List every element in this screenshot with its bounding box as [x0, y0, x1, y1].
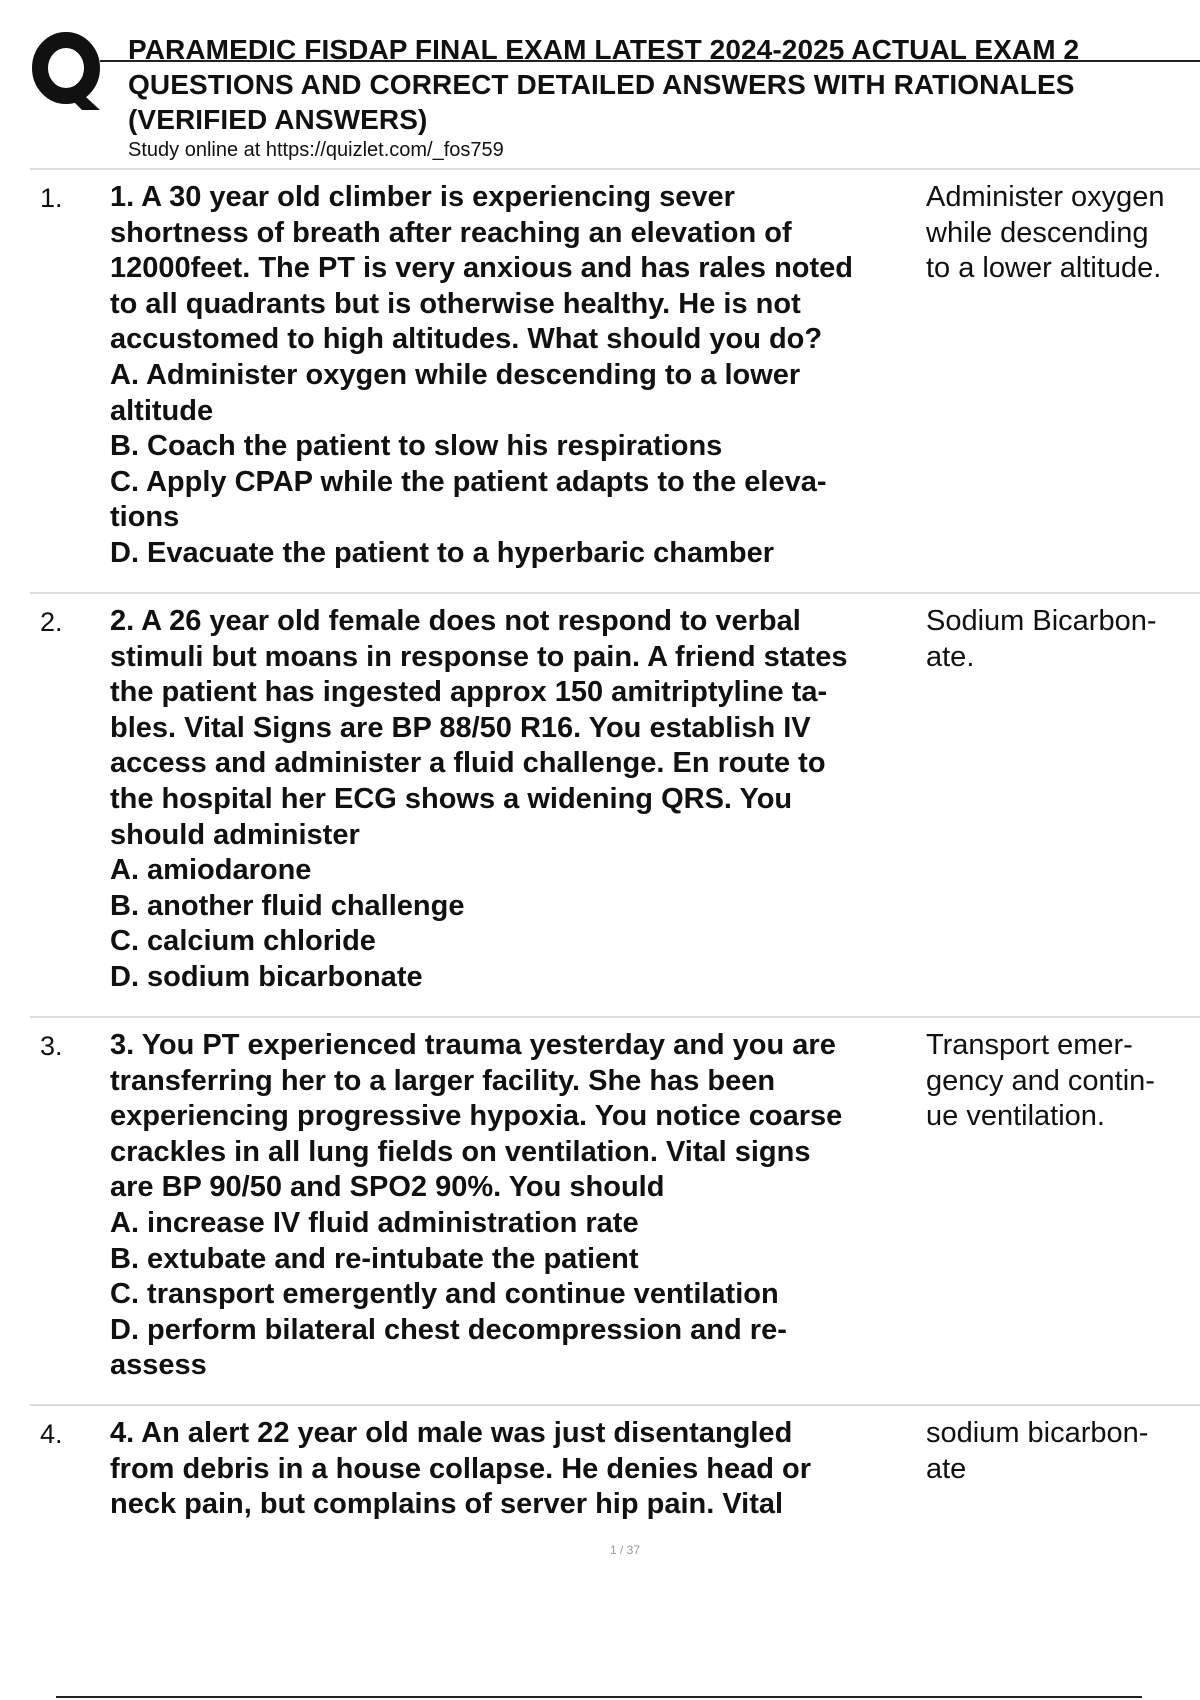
card-answer: Transport emer- gency and contin- ue ventilation.	[926, 1029, 1155, 1133]
card-question: 3. You PT experienced trauma yesterday and you are transferring her to a larger facility. She has been experiencing progressive hypoxia. You notice coarse crackles in all lung fields on ventilation. Vital signs are BP 90/50 and SPO2 90%. You should A. increase IV fluid administration rate B. extubate and re-intubate the patient C. transport emergently and continue ventilation D. perform bilateral chest decompression and re- assess	[110, 1029, 843, 1382]
card-answer: Administer oxygen while descending to a lower altitude.	[926, 181, 1165, 285]
card-question: 2. A 26 year old female does not respond to verbal stimuli but moans in response to pain. A friend states the patient has ingested approx 150 amitriptyline ta- bles. Vital Signs are BP 88/50 R16. You establish IV access and administer a fluid challenge. En route to the hospital her ECG shows a widening QRS. You should administer A. amiodarone B. another fluid challenge C. calcium chloride D. sodium bicarbonate	[110, 605, 848, 993]
card-divider	[30, 1016, 1200, 1018]
card-question: 4. An alert 22 year old male was just disentangled from debris in a house collapse. He denies head or neck pain, but complains of server hip pain. Vital	[110, 1417, 812, 1521]
quizlet-q-logo-icon	[30, 30, 106, 114]
header-divider	[30, 168, 1200, 170]
card-number: 1.	[40, 183, 63, 213]
card-divider	[30, 592, 1200, 594]
card-answer: sodium bicarbon- ate	[926, 1417, 1149, 1485]
card-question: 1. A 30 year old climber is experiencing sever shortness of breath after reaching an elevation of 12000feet. The PT is very anxious and has rales noted to all quadrants but is otherwise healthy. He is not accustomed to high altitudes. What should you do? A. Administer oxygen while descending to a lower altitude B. Coach the patient to slow his respirations C. Apply CPAP while the patient adapts to the eleva- tions D. Evacuate the patient to a hyperbaric chamber	[110, 181, 854, 569]
document-title: PARAMEDIC FISDAP FINAL EXAM LATEST 2024-2025 ACTUAL EXAM 2 QUESTIONS AND CORRECT DETAILED ANSWERS WITH RATIONALES (VERIFIED ANSWERS)	[128, 34, 1080, 135]
page-number: 1 / 37	[609, 1543, 641, 1557]
card-divider	[30, 1404, 1200, 1406]
study-online-link-text: Study online at https://quizlet.com/_fos759	[128, 139, 504, 161]
card-number: 4.	[40, 1419, 63, 1449]
bottom-divider	[56, 1696, 1142, 1698]
card-number: 2.	[40, 607, 63, 637]
card-answer: Sodium Bicarbon- ate.	[926, 605, 1157, 673]
card-number: 3.	[40, 1031, 63, 1061]
